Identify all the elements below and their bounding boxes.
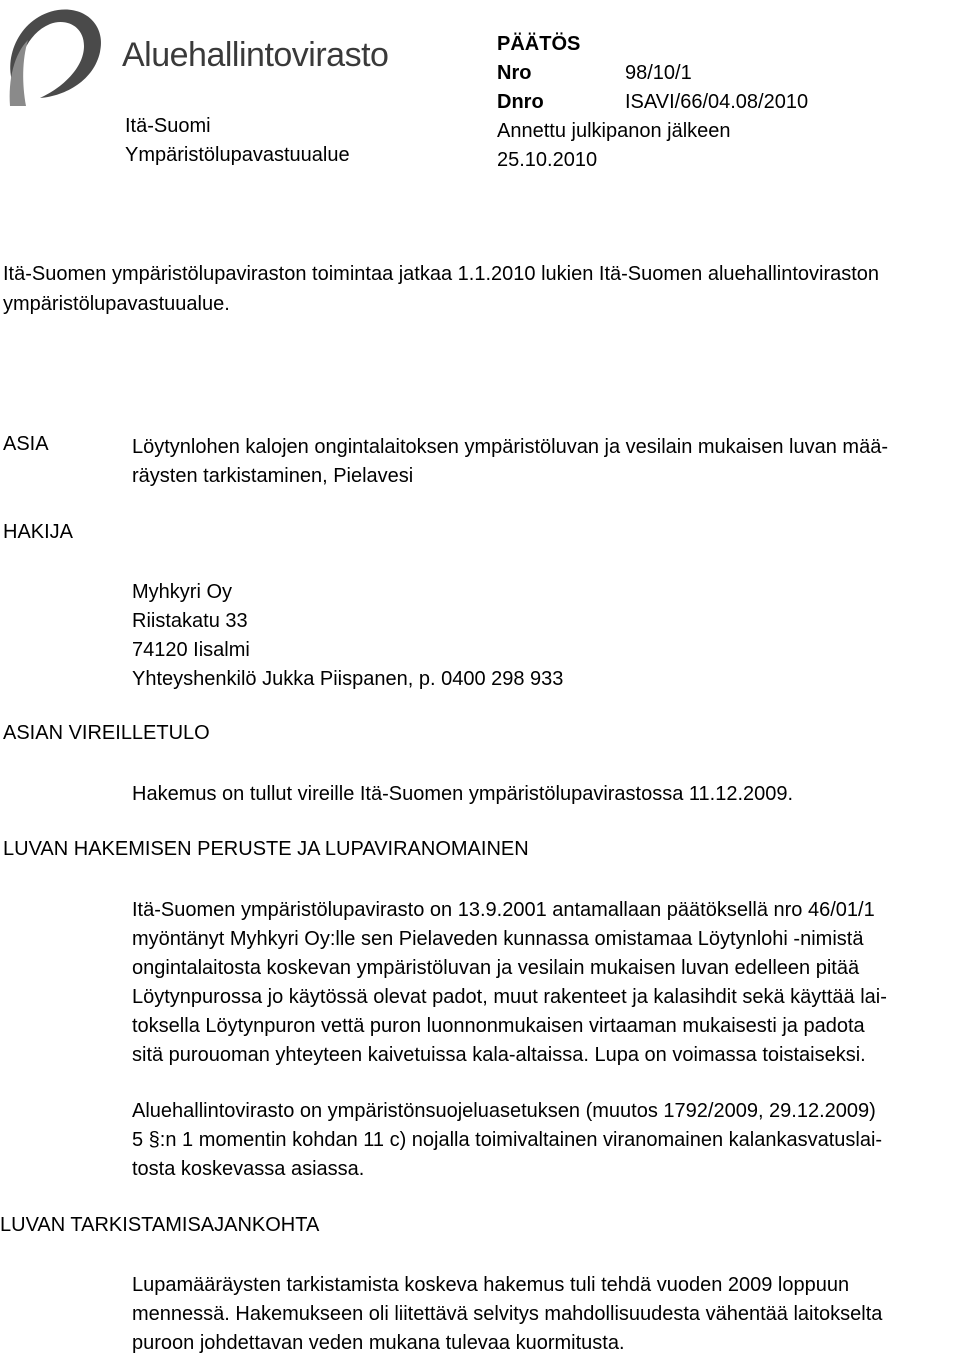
paragraph-line: tosta koskevassa asiassa. — [132, 1158, 365, 1180]
tarkistamisajankohta-paragraph — [132, 1271, 958, 1358]
paragraph-line: Itä-Suomen ympäristölupavirasto on 13.9.2001 antamallaan päätöksellä nro 46/01/1 — [132, 899, 875, 921]
peruste-paragraph-1 — [132, 896, 958, 1070]
peruste-paragraph-2 — [132, 1097, 958, 1184]
paragraph-line: Löytynpurossa jo käytössä olevat padot, muut rakenteet ja kalasihdit sekä käyttää lai- — [132, 986, 887, 1008]
decision-dnro-label: Dnro — [497, 91, 544, 113]
decision-dnro-value: ISAVI/66/04.08/2010 — [625, 91, 809, 113]
paragraph-line: toksella Löytynpuron vettä puron luonnonmukaisen virtaaman mukaisesti ja padota — [132, 1015, 865, 1037]
vireilletulo-heading: ASIAN VIREILLETULO — [3, 722, 210, 744]
paragraph-line: ongintalaitosta koskevan ympäristöluvan ja vesilain mukaisen luvan edelleen pitää — [132, 957, 860, 979]
organization-unit: Ympäristölupavastuualue — [125, 144, 350, 166]
applicant-name: Myhkyri Oy — [132, 581, 232, 603]
paragraph-line: puroon johdettavan veden mukana tulevaa kuormitusta. — [132, 1332, 625, 1354]
asia-text — [132, 433, 958, 491]
applicant-contact: Yhteyshenkilö Jukka Piispanen, p. 0400 298 933 — [132, 668, 564, 690]
hakija-address — [132, 578, 958, 694]
intro-line: Itä-Suomen ympäristölupaviraston toimintaa jatkaa 1.1.2010 lukien Itä-Suomen aluehallintoviraston — [3, 263, 880, 285]
applicant-city: 74120 Iisalmi — [132, 639, 250, 661]
paragraph-line: 5 §:n 1 momentin kohdan 11 c) nojalla toimivaltainen viranomainen kalankasvatuslai- — [132, 1129, 883, 1151]
tarkistamisajankohta-heading: LUVAN TARKISTAMISAJANKOHTA — [0, 1214, 320, 1236]
peruste-heading: LUVAN HAKEMISEN PERUSTE JA LUPAVIRANOMAINEN — [3, 838, 529, 860]
asia-line: Löytynlohen kalojen ongintalaitoksen ympäristöluvan ja vesilain mukaisen luvan mää- — [132, 436, 888, 458]
paragraph-line: sitä purouoman yhteyteen kaivetuissa kala-altaissa. Lupa on voimassa toistaiseksi. — [132, 1044, 866, 1066]
decision-header — [497, 30, 808, 175]
decision-number-value: 98/10/1 — [625, 62, 692, 84]
intro-paragraph — [3, 259, 958, 319]
organization-region: Itä-Suomi — [125, 115, 211, 137]
decision-dnro-row — [497, 88, 808, 117]
decision-issued-text: Annettu julkipanon jälkeen — [497, 120, 731, 142]
decision-issued-date: 25.10.2010 — [497, 149, 598, 171]
organization-block — [125, 112, 350, 170]
asia-line: räysten tarkistaminen, Pielavesi — [132, 465, 414, 487]
agency-logo-mark-icon — [0, 2, 112, 110]
intro-line: ympäristölupavastuualue. — [3, 293, 230, 315]
paragraph-line: myöntänyt Myhkyri Oy:lle sen Pielaveden kunnassa omistamaa Löytynlohi -nimistä — [132, 928, 864, 950]
decision-title: PÄÄTÖS — [497, 33, 581, 55]
hakija-heading: HAKIJA — [3, 521, 74, 543]
paragraph-line: mennessä. Hakemukseen oli liitettävä selvitys mahdollisuudesta vähentää laitokselta — [132, 1303, 883, 1325]
vireilletulo-text: Hakemus on tullut vireille Itä-Suomen ympäristölupavirastossa 11.12.2009. — [132, 783, 794, 805]
decision-number-row — [497, 59, 808, 88]
paragraph-line: Lupamääräysten tarkistamista koskeva hakemus tuli tehdä vuoden 2009 loppuun — [132, 1274, 850, 1296]
paragraph-line: Aluehallintovirasto on ympäristönsuojeluasetuksen (muutos 1792/2009, 29.12.2009) — [132, 1100, 876, 1122]
asia-heading: ASIA — [3, 433, 49, 455]
agency-logo-text: Aluehallintovirasto — [122, 36, 389, 74]
applicant-street: Riistakatu 33 — [132, 610, 248, 632]
decision-number-label: Nro — [497, 62, 532, 84]
